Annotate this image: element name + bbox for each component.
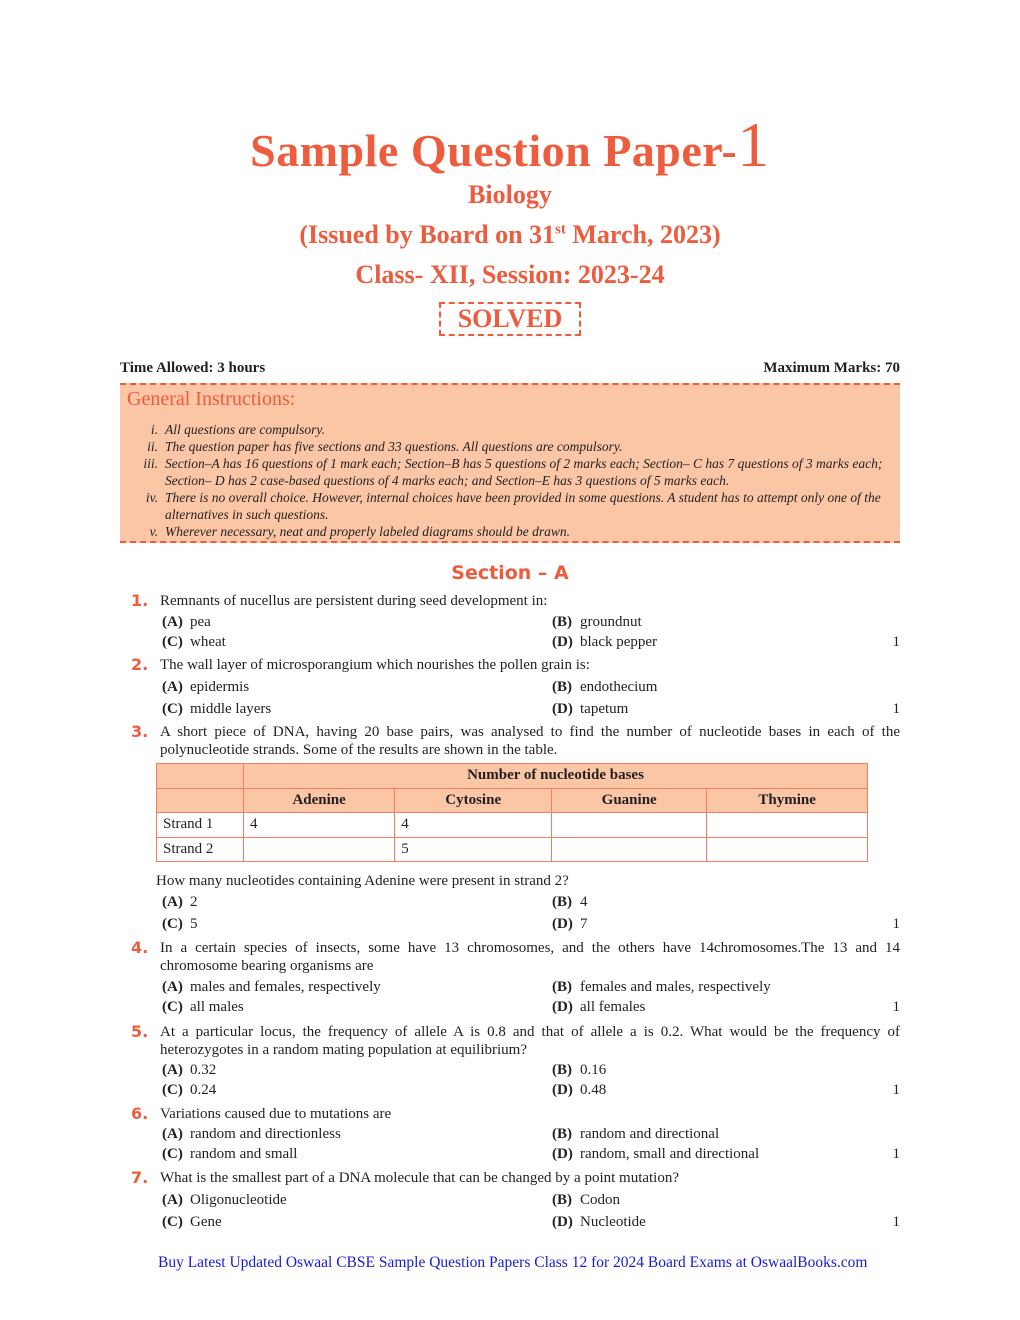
option [162,1191,287,1209]
option-letter: (B) [552,979,572,995]
question-number: 4. [131,938,149,957]
option-letter: (C) [162,916,183,932]
option [162,700,271,718]
question-number: 5. [131,1022,149,1041]
cell [244,837,395,862]
section-heading: Section – A [451,562,569,584]
question-marks: 1 [892,701,900,717]
col-header: Adenine [244,788,395,813]
option-letter: (D) [552,916,573,932]
option-text: random and directional [580,1126,720,1142]
option-text: epidermis [190,679,250,695]
option-letter: (A) [162,1062,183,1078]
cell: 5 [395,837,552,862]
instruction-text: The question paper has five sections and 33 questions. All questions are compulsory. [165,439,623,454]
option-letter: (A) [162,1192,183,1208]
cell: 4 [395,813,552,838]
cell [707,837,868,862]
instruction-item [120,523,896,540]
question-text: A short piece of DNA, having 20 base pairs, was analysed to find the number of nucleotide bases in each of the polynucleotide strands. Some of the results are shown in the table. [160,724,900,758]
option-text: 0.16 [580,1062,607,1078]
question-number: 2. [131,655,149,674]
question-marks: 1 [892,1214,900,1230]
question-number: 3. [131,722,149,741]
general-instructions [120,383,900,543]
option-text: 5 [190,916,198,932]
option [162,893,198,911]
instruction-text: Section–A has 16 questions of 1 mark each; Section–B has 5 questions of 2 marks each; Section– C has 7 questions of 3 marks each; Section– D has 2 case-based questions of 4 marks each; and Section–E has 3 questions of 5 marks each. [165,456,883,488]
col-header: Cytosine [395,788,552,813]
question-number: 1. [131,591,149,610]
table-group-header: Number of nucleotide bases [244,764,868,789]
question-text: What is the smallest part of a DNA molecule that can be changed by a point mutation? [160,1170,680,1186]
option [162,633,226,651]
option [162,978,381,996]
option-letter: (D) [552,634,573,650]
instruction-text: Wherever necessary, neat and properly labeled diagrams should be drawn. [165,524,571,539]
footer-promo-link[interactable]: Buy Latest Updated Oswaal CBSE Sample Question Papers Class 12 for 2024 Board Exams at OswaalBooks.com [158,1254,868,1271]
option [552,1081,606,1099]
option [552,998,645,1016]
option [552,1145,759,1163]
question-marks: 1 [892,634,900,650]
option [552,633,657,651]
question-marks: 1 [892,1082,900,1098]
cell: 4 [244,813,395,838]
instructions-list [120,421,896,540]
class-session: Class- XII, Session: 2023-24 [355,260,665,289]
question-marks: 1 [892,999,900,1015]
option-letter: (C) [162,701,183,717]
nucleotide-table [156,763,868,862]
col-header: Guanine [552,788,707,813]
table-corner [157,764,244,789]
option-text: females and males, respectively [580,979,771,995]
question-text: In a certain species of insects, some have 13 chromosomes, and the others have 14chromosomes.The 13 and 14 chromosome bearing organisms are [160,940,900,974]
table-row [157,837,868,862]
option-text: Oligonucleotide [190,1192,287,1208]
option-letter: (B) [552,679,572,695]
option [162,1213,222,1231]
option-letter: (D) [552,1146,573,1162]
option-letter: (B) [552,1062,572,1078]
option [552,1191,620,1209]
option-text: males and females, respectively [190,979,381,995]
row-label: Strand 2 [157,837,244,862]
option-text: all males [190,999,244,1015]
option-text: random and directionless [190,1126,341,1142]
option-text: 0.24 [190,1082,217,1098]
option-text: 7 [580,916,588,932]
subject: Biology [468,180,552,209]
option [552,978,771,996]
option [162,1125,341,1143]
table-corner-2 [157,788,244,813]
option [162,998,244,1016]
issued-text: (Issued by Board on 31 [299,220,556,249]
option-letter: (B) [552,614,572,630]
option [162,915,198,933]
option-text: Gene [190,1214,222,1230]
question-marks: 1 [892,916,900,932]
col-header: Thymine [707,788,868,813]
option-letter: (D) [552,1082,573,1098]
question-text: At a particular locus, the frequency of allele A is 0.8 and that of allele a is 0.2. What would be the frequency of heterozygotes in a random mating population at equilibrium? [160,1024,900,1058]
option-letter: (A) [162,614,183,630]
issued-end: March, 2023) [565,220,721,249]
question-number: 6. [131,1104,149,1123]
question-text: The wall layer of microsporangium which nourishes the pollen grain is: [160,657,590,673]
instruction-item [120,455,896,489]
question-text: Variations caused due to mutations are [160,1106,392,1122]
option-letter: (B) [552,1192,572,1208]
instructions-heading: General Instructions: [127,388,296,410]
option-text: Codon [580,1192,621,1208]
question-followup: How many nucleotides containing Adenine were present in strand 2? [156,873,569,889]
option-text: all females [580,999,646,1015]
cell [552,837,707,862]
option-letter: (C) [162,1146,183,1162]
option-letter: (D) [552,999,573,1015]
option-letter: (C) [162,1214,183,1230]
option-text: 4 [580,894,588,910]
option-letter: (A) [162,979,183,995]
cell [707,813,868,838]
option-text: tapetum [580,701,629,717]
option [162,1145,297,1163]
option-letter: (C) [162,999,183,1015]
instruction-number: iv. [145,490,158,505]
instruction-item [120,421,896,438]
instruction-text: All questions are compulsory. [165,422,325,437]
page-title [0,108,1020,182]
option-letter: (C) [162,634,183,650]
option [552,613,642,631]
option-letter: (B) [552,1126,572,1142]
instruction-number: i. [150,422,158,437]
option-text: Nucleotide [580,1214,646,1230]
option [552,915,588,933]
question-text: Remnants of nucellus are persistent during seed development in: [160,593,548,609]
option-text: groundnut [580,614,642,630]
option-text: 0.48 [580,1082,607,1098]
option-letter: (A) [162,894,183,910]
option-letter: (A) [162,1126,183,1142]
option [162,613,211,631]
option-text: 2 [190,894,198,910]
option [552,893,588,911]
option [552,1061,606,1079]
option-letter: (D) [552,701,573,717]
maximum-marks: Maximum Marks: 70 [763,360,900,376]
option-text: endothecium [580,679,658,695]
solved-badge: SOLVED [439,302,581,336]
title-text: Sample Question Paper- [250,125,738,176]
instruction-item [120,489,896,523]
option [162,1061,216,1079]
table-row [157,813,868,838]
instruction-number: iii. [143,456,158,471]
option-text: random and small [190,1146,298,1162]
instruction-number: ii. [147,439,158,454]
option [552,1125,719,1143]
option-letter: (C) [162,1082,183,1098]
question-number: 7. [131,1168,149,1187]
option-letter: (D) [552,1214,573,1230]
question-marks: 1 [892,1146,900,1162]
time-allowed: Time Allowed: 3 hours [120,360,266,376]
option [552,700,628,718]
option-text: pea [190,614,211,630]
option-letter: (A) [162,679,183,695]
row-label: Strand 1 [157,813,244,838]
instruction-text: There is no overall choice. However, internal choices have been provided in some questions. A student has to attempt only one of the alternatives in such questions. [165,490,881,522]
option-text: black pepper [580,634,658,650]
option-text: random, small and directional [580,1146,760,1162]
option [162,678,249,696]
option-letter: (B) [552,894,572,910]
option [162,1081,216,1099]
title-number: 1 [737,109,770,180]
option [552,678,657,696]
instruction-item [120,438,896,455]
issued-sup: st [555,221,566,238]
option-text: 0.32 [190,1062,217,1078]
instruction-number: v. [149,524,158,539]
issued-date [0,220,1020,250]
option [552,1213,646,1231]
cell [552,813,707,838]
option-text: middle layers [190,701,272,717]
option-text: wheat [190,634,226,650]
